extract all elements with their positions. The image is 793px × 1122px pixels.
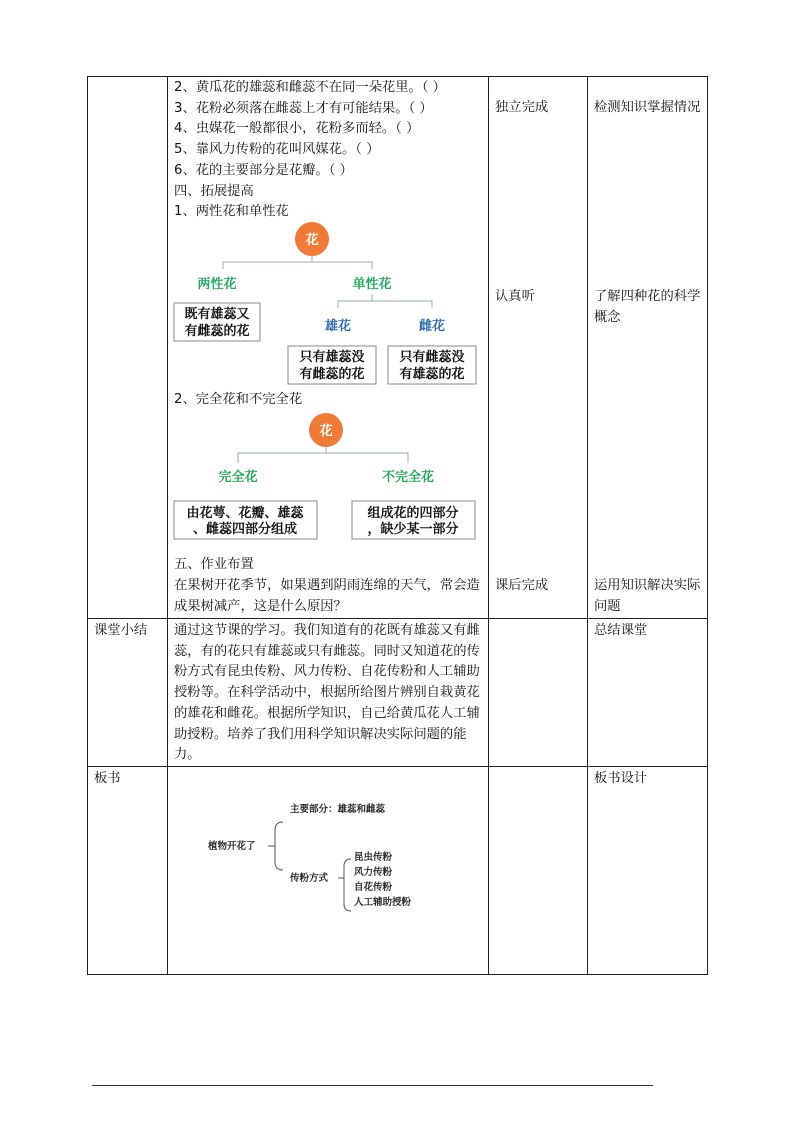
board-method-3: 自花传粉 [354,881,393,893]
board-root: 植物开花了 [208,840,256,852]
male-box-line2: 有雌蕊的花 [299,367,365,382]
complete-box-line1: 由花萼、花瓣、雄蕊 [186,506,304,521]
footer-divider [92,1085,653,1086]
board-main-parts: 主要部分：雄蕊和雌蕊 [290,803,386,815]
activity-listen: 认真听 [495,289,535,304]
board-purpose-cell [588,766,708,974]
connector-3 [238,447,408,463]
purpose-apply: 运用知识解决实际问题 [594,578,701,614]
sub1-title: 1、两性花和单性花 [174,204,289,220]
female-box-line2: 有雄蕊的花 [399,367,465,382]
board-pollination: 传粉方式 [290,872,329,884]
section5-title: 五、作业布置 [174,557,254,572]
question-2: 2、黄瓜花的雄蕊和雌蕊不在同一朵花里。（ ） [174,80,446,95]
male-flower-label: 雄花 [324,319,352,334]
bisexual-box-line2: 有雌蕊的花 [184,324,250,339]
activity-after-class: 课后完成 [495,578,549,593]
female-flower-label: 雌花 [418,319,446,334]
board-empty-cell [489,766,588,974]
row1-label-cell [88,77,168,619]
sub2-title: 2、完全花和不完全花 [174,392,303,407]
board-method-1: 昆虫传粉 [354,851,393,863]
female-box-line1: 只有雌蕊没 [399,350,465,365]
board-label: 板书 [94,770,121,786]
question-4: 4、虫媒花一般都很小，花粉多而轻。（ ） [174,121,420,137]
summary-purpose-cell [588,619,708,767]
summary-row [88,619,708,767]
homework-text: 在果树开花季节，如果遇到阴雨连绵的天气，常会造成果树减产，这是什么原因？ [174,578,480,614]
content-cell [168,77,489,619]
student-activity-cell [489,77,588,619]
purpose-concepts: 了解四种花的科学概念 [594,289,701,325]
bisexual-label: 两性花 [197,277,237,292]
flower-sex-diagram [168,222,489,388]
unisexual-label: 单性花 [352,277,392,292]
question-5: 5、靠风力传粉的花叫风媒花。（ ） [174,142,380,158]
board-method-2: 风力传粉 [354,866,393,878]
incomplete-box-line1: 组成花的四部分 [367,506,459,521]
board-brace-2 [338,859,351,911]
incomplete-box-line2: ，缺少某一部分 [367,522,459,537]
purpose-cell [588,77,708,619]
board-diagram [168,767,489,974]
board-row [88,766,708,974]
flower-complete-diagram [168,413,489,549]
male-box-line1: 只有雄蕊没 [299,350,365,365]
complete-box-line2: 、雌蕊四部分组成 [192,522,298,537]
root-node-1-label: 花 [305,233,319,248]
incomplete-label: 不完全花 [381,470,435,485]
summary-label-cell [88,619,168,767]
board-purpose: 板书设计 [594,770,648,786]
activity-independent: 独立完成 [495,100,549,115]
summary-text: 通过这节课的学习。我们知道有的花既有雄蕊又有雌蕊，有的花只有雄蕊或只有雌蕊。同时又知道花的传粉方式有昆虫传粉、风力传粉、自花传粉和人工辅助授粉等。在科学活动中，根据所给图片辨别自栽黄花的雄花和雌花。根据所学知识，自己给黄瓜花人工辅助授粉。培养了我们用科学知识解决实际问题的能力。 [174,623,480,763]
summary-empty-cell [489,619,588,767]
connector-1 [223,256,372,269]
complete-label: 完全花 [218,470,258,485]
board-brace-1 [268,822,283,870]
board-design-cell [168,766,489,974]
activity-row [88,77,708,619]
bisexual-box-line1: 既有雄蕊又 [184,307,250,322]
summary-text-cell [168,619,489,767]
purpose-check: 检测知识掌握情况 [594,100,701,115]
connector-2 [338,295,432,308]
summary-purpose: 总结课堂 [594,623,648,638]
board-label-cell [88,766,168,974]
board-method-4: 人工辅助授粉 [354,896,412,908]
question-6: 6、花的主要部分是花瓣。（ ） [174,162,353,178]
root-node-2-label: 花 [319,424,333,439]
question-3: 3、花粉必须落在雌蕊上才有可能结果。（ ） [174,100,433,116]
section4-title: 四、拓展提高 [174,183,254,199]
summary-label: 课堂小结 [94,623,148,638]
lesson-table [87,76,708,975]
